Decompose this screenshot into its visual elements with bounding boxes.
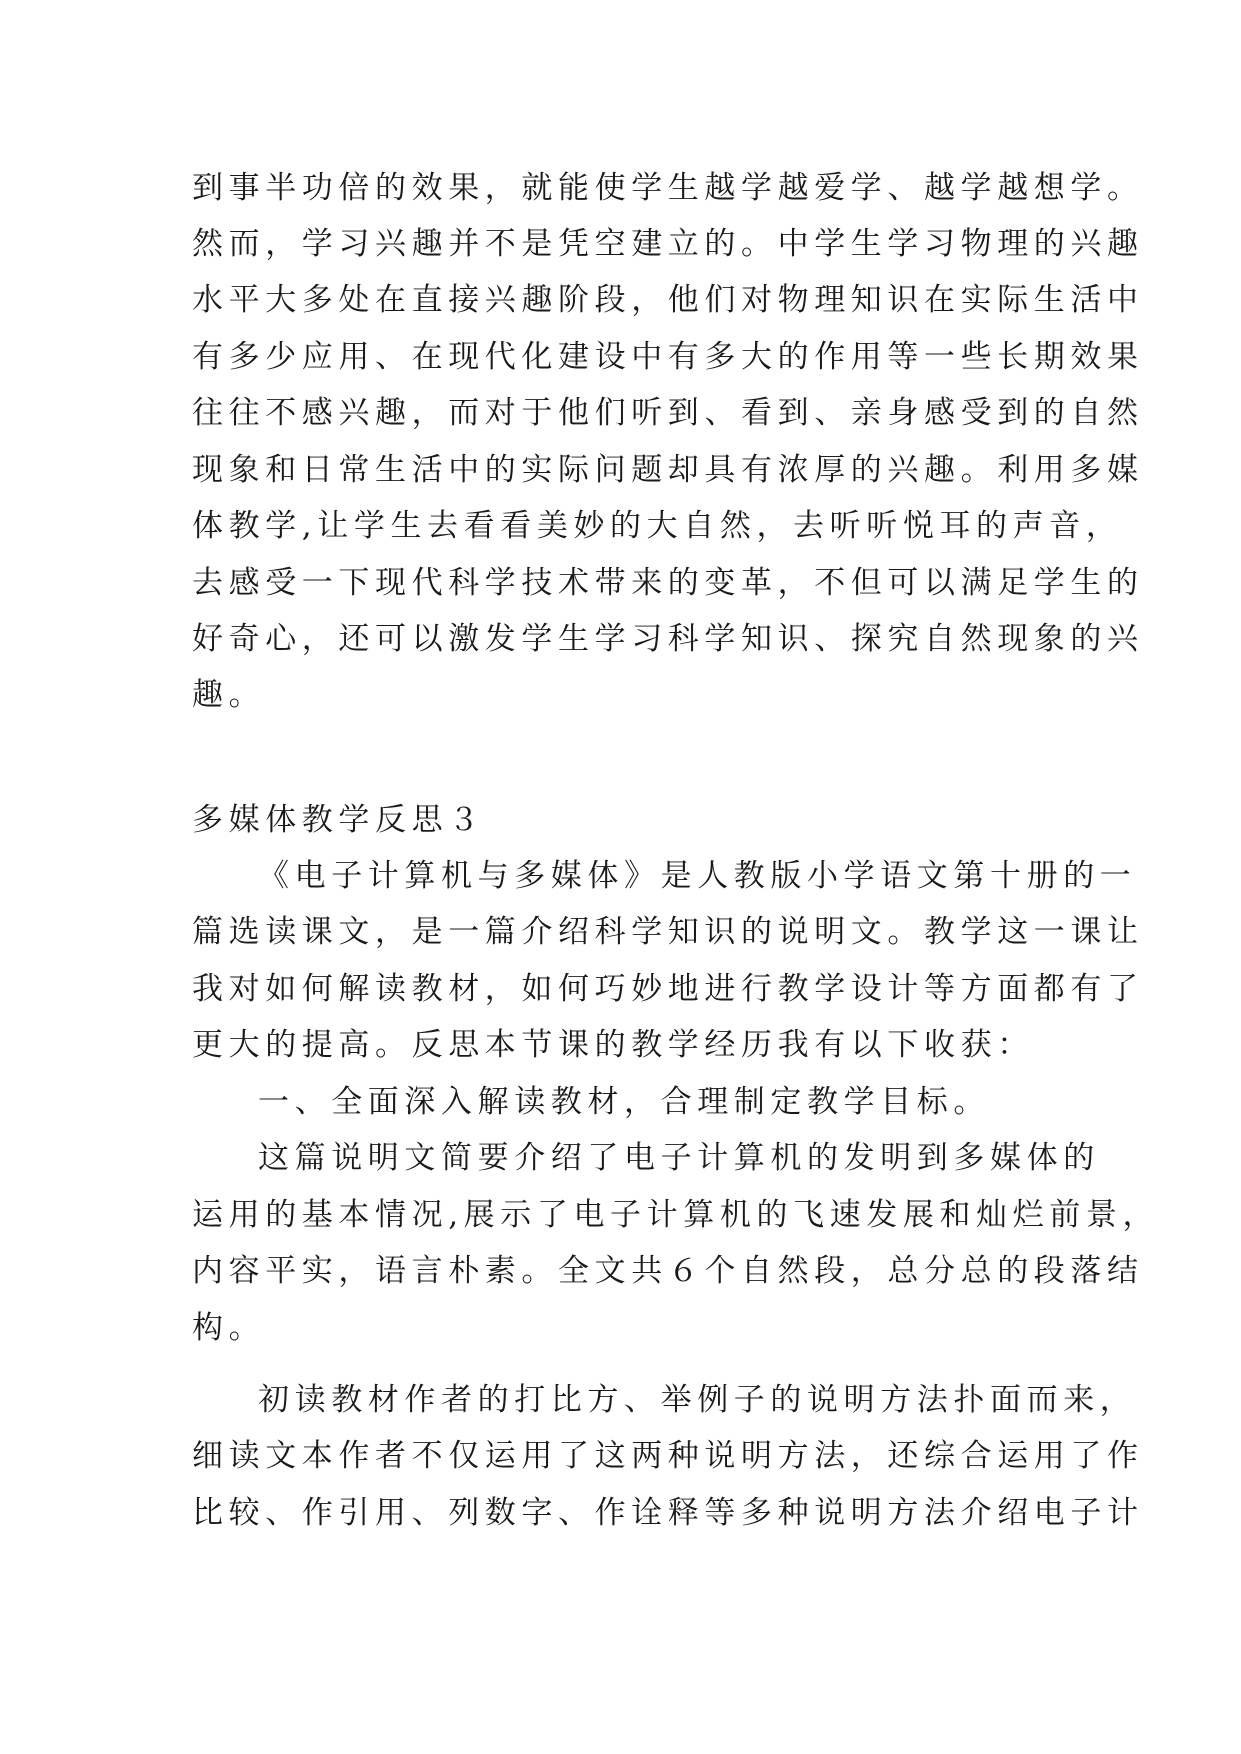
paragraph-line: 到事半功倍的效果，就能使学生越学越爱学、越学越想学。	[192, 170, 1144, 206]
paragraph-line: 体教学,让学生去看看美妙的大自然，去听听悦耳的声音，	[192, 508, 1123, 544]
section-heading: 多媒体教学反思３	[192, 802, 485, 838]
paragraph-line: 趣。	[192, 677, 266, 713]
paragraph-line: 往往不感兴趣，而对于他们听到、看到、亲身感受到的自然	[192, 395, 1144, 431]
paragraph-line: 一、全面深入解读教材，合理制定教学目标。	[258, 1084, 990, 1120]
paragraph-line: 《电子计算机与多媒体》是人教版小学语文第十册的一	[258, 858, 1137, 894]
paragraph-line: 去感受一下现代科学技术带来的变革，不但可以满足学生的	[192, 565, 1144, 601]
paragraph-line: 比较、作引用、列数字、作诠释等多种说明方法介绍电子计	[192, 1495, 1144, 1531]
paragraph-line: 更大的提高。反思本节课的教学经历我有以下收获：	[192, 1027, 1034, 1063]
paragraph-line: 构。	[192, 1310, 266, 1346]
paragraph-line: 我对如何解读教材，如何巧妙地进行教学设计等方面都有了	[192, 971, 1144, 1007]
paragraph-line: 然而，学习兴趣并不是凭空建立的。中学生学习物理的兴趣	[192, 226, 1144, 262]
paragraph-line: 这篇说明文简要介绍了电子计算机的发明到多媒体的	[258, 1140, 1100, 1176]
paragraph-line: 水平大多处在直接兴趣阶段，他们对物理知识在实际生活中	[192, 282, 1144, 318]
paragraph-line: 有多少应用、在现代化建设中有多大的作用等一些长期效果	[192, 339, 1144, 375]
paragraph-line: 细读文本作者不仅运用了这两种说明方法，还综合运用了作	[192, 1438, 1144, 1474]
paragraph-line: 内容平实，语言朴素。全文共６个自然段，总分总的段落结	[192, 1253, 1144, 1289]
paragraph-line: 好奇心，还可以激发学生学习科学知识、探究自然现象的兴	[192, 621, 1144, 657]
paragraph-line: 初读教材作者的打比方、举例子的说明方法扑面而来，	[258, 1382, 1137, 1418]
paragraph-line: 现象和日常生活中的实际问题却具有浓厚的兴趣。利用多媒	[192, 452, 1144, 488]
paragraph-line: 篇选读课文，是一篇介绍科学知识的说明文。教学这一课让	[192, 914, 1144, 950]
paragraph-line: 运用的基本情况,展示了电子计算机的飞速发展和灿烂前景，	[192, 1197, 1160, 1233]
